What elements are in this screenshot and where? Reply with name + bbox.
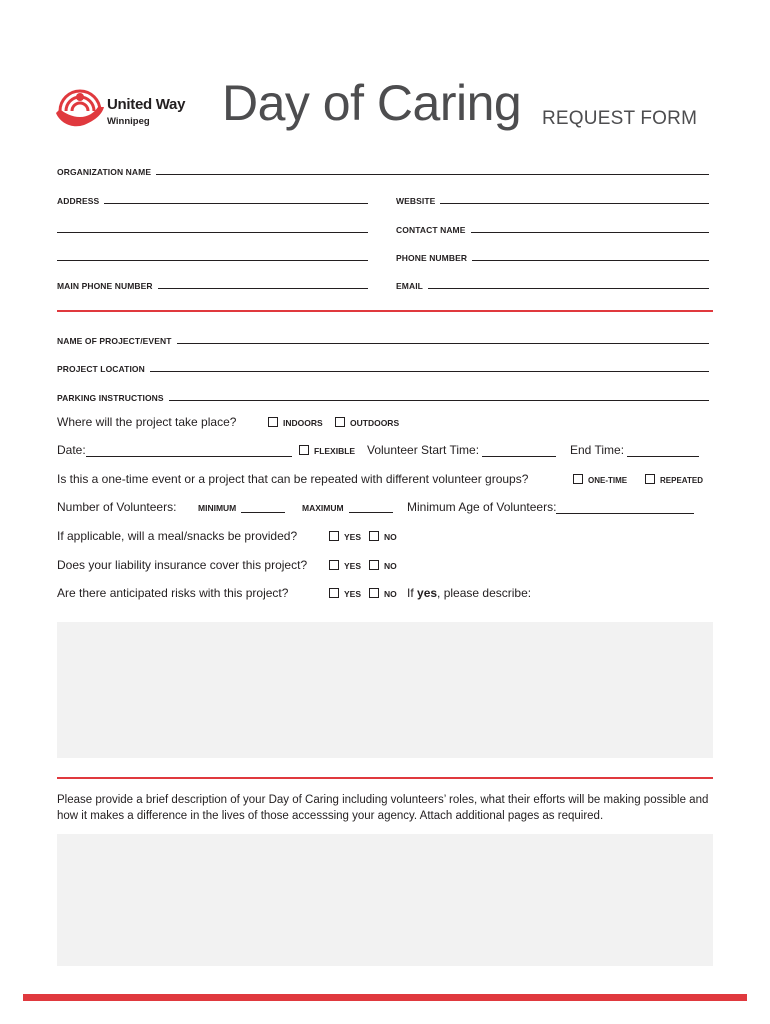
meal-no-label: NO [384, 532, 397, 542]
risks-yes-checkbox[interactable] [329, 588, 339, 598]
logo-wordmark: United Way [107, 96, 186, 113]
if-yes-describe-text: , please describe: [437, 586, 532, 600]
flexible-label: FLEXIBLE [314, 446, 356, 456]
main-phone-number-label: MAIN PHONE NUMBER [57, 281, 153, 291]
where-question: Where will the project take place? [57, 415, 237, 429]
if-yes-describe [407, 586, 531, 600]
address-line-3[interactable] [57, 260, 368, 261]
main-phone-number-field[interactable] [57, 277, 368, 291]
meal-no-option[interactable] [369, 532, 397, 542]
insurance-no-label: NO [384, 561, 397, 571]
project-description-box[interactable] [57, 834, 713, 966]
phone-number-line[interactable] [472, 260, 709, 261]
one-time-question: Is this a one-time event or a project that can be repeated with different volunteer groups? [57, 472, 529, 486]
website-field[interactable] [396, 192, 709, 206]
risks-question: Are there anticipated risks with this project? [57, 586, 289, 600]
repeated-option[interactable] [645, 475, 703, 485]
start-time-line[interactable] [482, 446, 556, 457]
indoors-label: INDOORS [283, 418, 323, 428]
project-name-field[interactable] [57, 332, 709, 346]
risks-no-option[interactable] [369, 589, 397, 599]
section-divider [57, 310, 713, 312]
website-line[interactable] [440, 203, 709, 204]
insurance-question: Does your liability insurance cover this project? [57, 558, 308, 572]
parking-instructions-line[interactable] [169, 400, 709, 401]
date-row [57, 443, 292, 457]
outdoors-checkbox[interactable] [335, 417, 345, 427]
project-location-label: PROJECT LOCATION [57, 364, 145, 374]
description-instructions: Please provide a brief description of your Day of Caring including volunteers’ roles, what their efforts will be making possible and how it makes a difference in the lives of those accesssing your agency. Attach additional pages as required. [57, 794, 709, 822]
meal-yes-label: YES [344, 532, 362, 542]
min-age-line[interactable] [556, 503, 694, 514]
insurance-yes-checkbox[interactable] [329, 560, 339, 570]
address-line[interactable] [104, 203, 368, 204]
insurance-no-checkbox[interactable] [369, 560, 379, 570]
contact-name-label: CONTACT NAME [396, 225, 466, 235]
address-line-2[interactable] [57, 232, 368, 233]
parking-instructions-label: PARKING INSTRUCTIONS [57, 393, 164, 403]
start-time-label: Volunteer Start Time: [367, 443, 480, 457]
email-label: EMAIL [396, 281, 423, 291]
risks-yes-option[interactable] [329, 589, 361, 599]
address-label: ADDRESS [57, 196, 100, 206]
minimum-label: MINIMUM [198, 503, 237, 513]
date-line[interactable] [86, 446, 292, 457]
outdoors-label: OUTDOORS [350, 418, 400, 428]
flexible-option[interactable] [299, 446, 355, 456]
insurance-yes-label: YES [344, 561, 362, 571]
flexible-checkbox[interactable] [299, 445, 309, 455]
maximum-line[interactable] [349, 503, 393, 513]
project-location-line[interactable] [150, 371, 709, 372]
organization-name-field[interactable] [57, 163, 709, 177]
one-time-option[interactable] [573, 475, 627, 485]
one-time-checkbox[interactable] [573, 474, 583, 484]
organization-name-label: ORGANIZATION NAME [57, 167, 152, 177]
minimum-field[interactable] [198, 503, 285, 513]
phone-number-label: PHONE NUMBER [396, 253, 468, 263]
main-phone-number-line[interactable] [158, 288, 368, 289]
maximum-label: MAXIMUM [302, 503, 344, 513]
min-age-label: Minimum Age of Volunteers: [407, 500, 557, 514]
page-title: Day of Caring [222, 75, 522, 131]
project-name-line[interactable] [177, 343, 709, 344]
organization-name-line[interactable] [156, 174, 709, 175]
indoors-checkbox[interactable] [268, 417, 278, 427]
phone-number-field[interactable] [396, 249, 709, 263]
one-time-label: ONE-TIME [588, 475, 628, 485]
contact-name-field[interactable] [396, 221, 709, 235]
project-location-field[interactable] [57, 360, 709, 374]
meal-yes-option[interactable] [329, 532, 361, 542]
project-name-label: NAME OF PROJECT/EVENT [57, 336, 172, 346]
start-time-row [367, 443, 556, 457]
address-line-3-field[interactable] [57, 249, 368, 263]
end-time-line[interactable] [627, 446, 699, 457]
meal-no-checkbox[interactable] [369, 531, 379, 541]
min-age-row [407, 500, 694, 514]
email-line[interactable] [428, 288, 709, 289]
end-time-label: End Time: [570, 443, 625, 457]
meal-question: If applicable, will a meal/snacks be provided? [57, 529, 298, 543]
if-yes-bold: yes [417, 586, 438, 600]
risks-yes-label: YES [344, 589, 362, 599]
parking-instructions-field[interactable] [57, 389, 709, 403]
address-line-2-field[interactable] [57, 221, 368, 235]
meal-yes-checkbox[interactable] [329, 531, 339, 541]
address-field[interactable] [57, 192, 368, 206]
num-volunteers-label: Number of Volunteers: [57, 500, 177, 514]
page-subtitle: REQUEST FORM [542, 108, 698, 129]
outdoors-option[interactable] [335, 418, 399, 428]
maximum-field[interactable] [302, 503, 393, 513]
email-field[interactable] [396, 277, 709, 291]
website-label: WEBSITE [396, 196, 436, 206]
if-yes-prefix: If [407, 586, 414, 600]
end-time-row [570, 443, 699, 457]
risks-no-checkbox[interactable] [369, 588, 379, 598]
logo-city: Winnipeg [107, 116, 150, 127]
insurance-no-option[interactable] [369, 561, 397, 571]
contact-name-line[interactable] [471, 232, 709, 233]
minimum-line[interactable] [241, 503, 285, 513]
date-label: Date: [57, 443, 86, 457]
insurance-yes-option[interactable] [329, 561, 361, 571]
section-divider-2 [57, 777, 713, 779]
risks-description-box[interactable] [57, 622, 713, 758]
indoors-option[interactable] [268, 418, 323, 428]
repeated-label: REPEATED [660, 475, 703, 485]
risks-no-label: NO [384, 589, 397, 599]
footer-bar [23, 994, 747, 1001]
repeated-checkbox[interactable] [645, 474, 655, 484]
